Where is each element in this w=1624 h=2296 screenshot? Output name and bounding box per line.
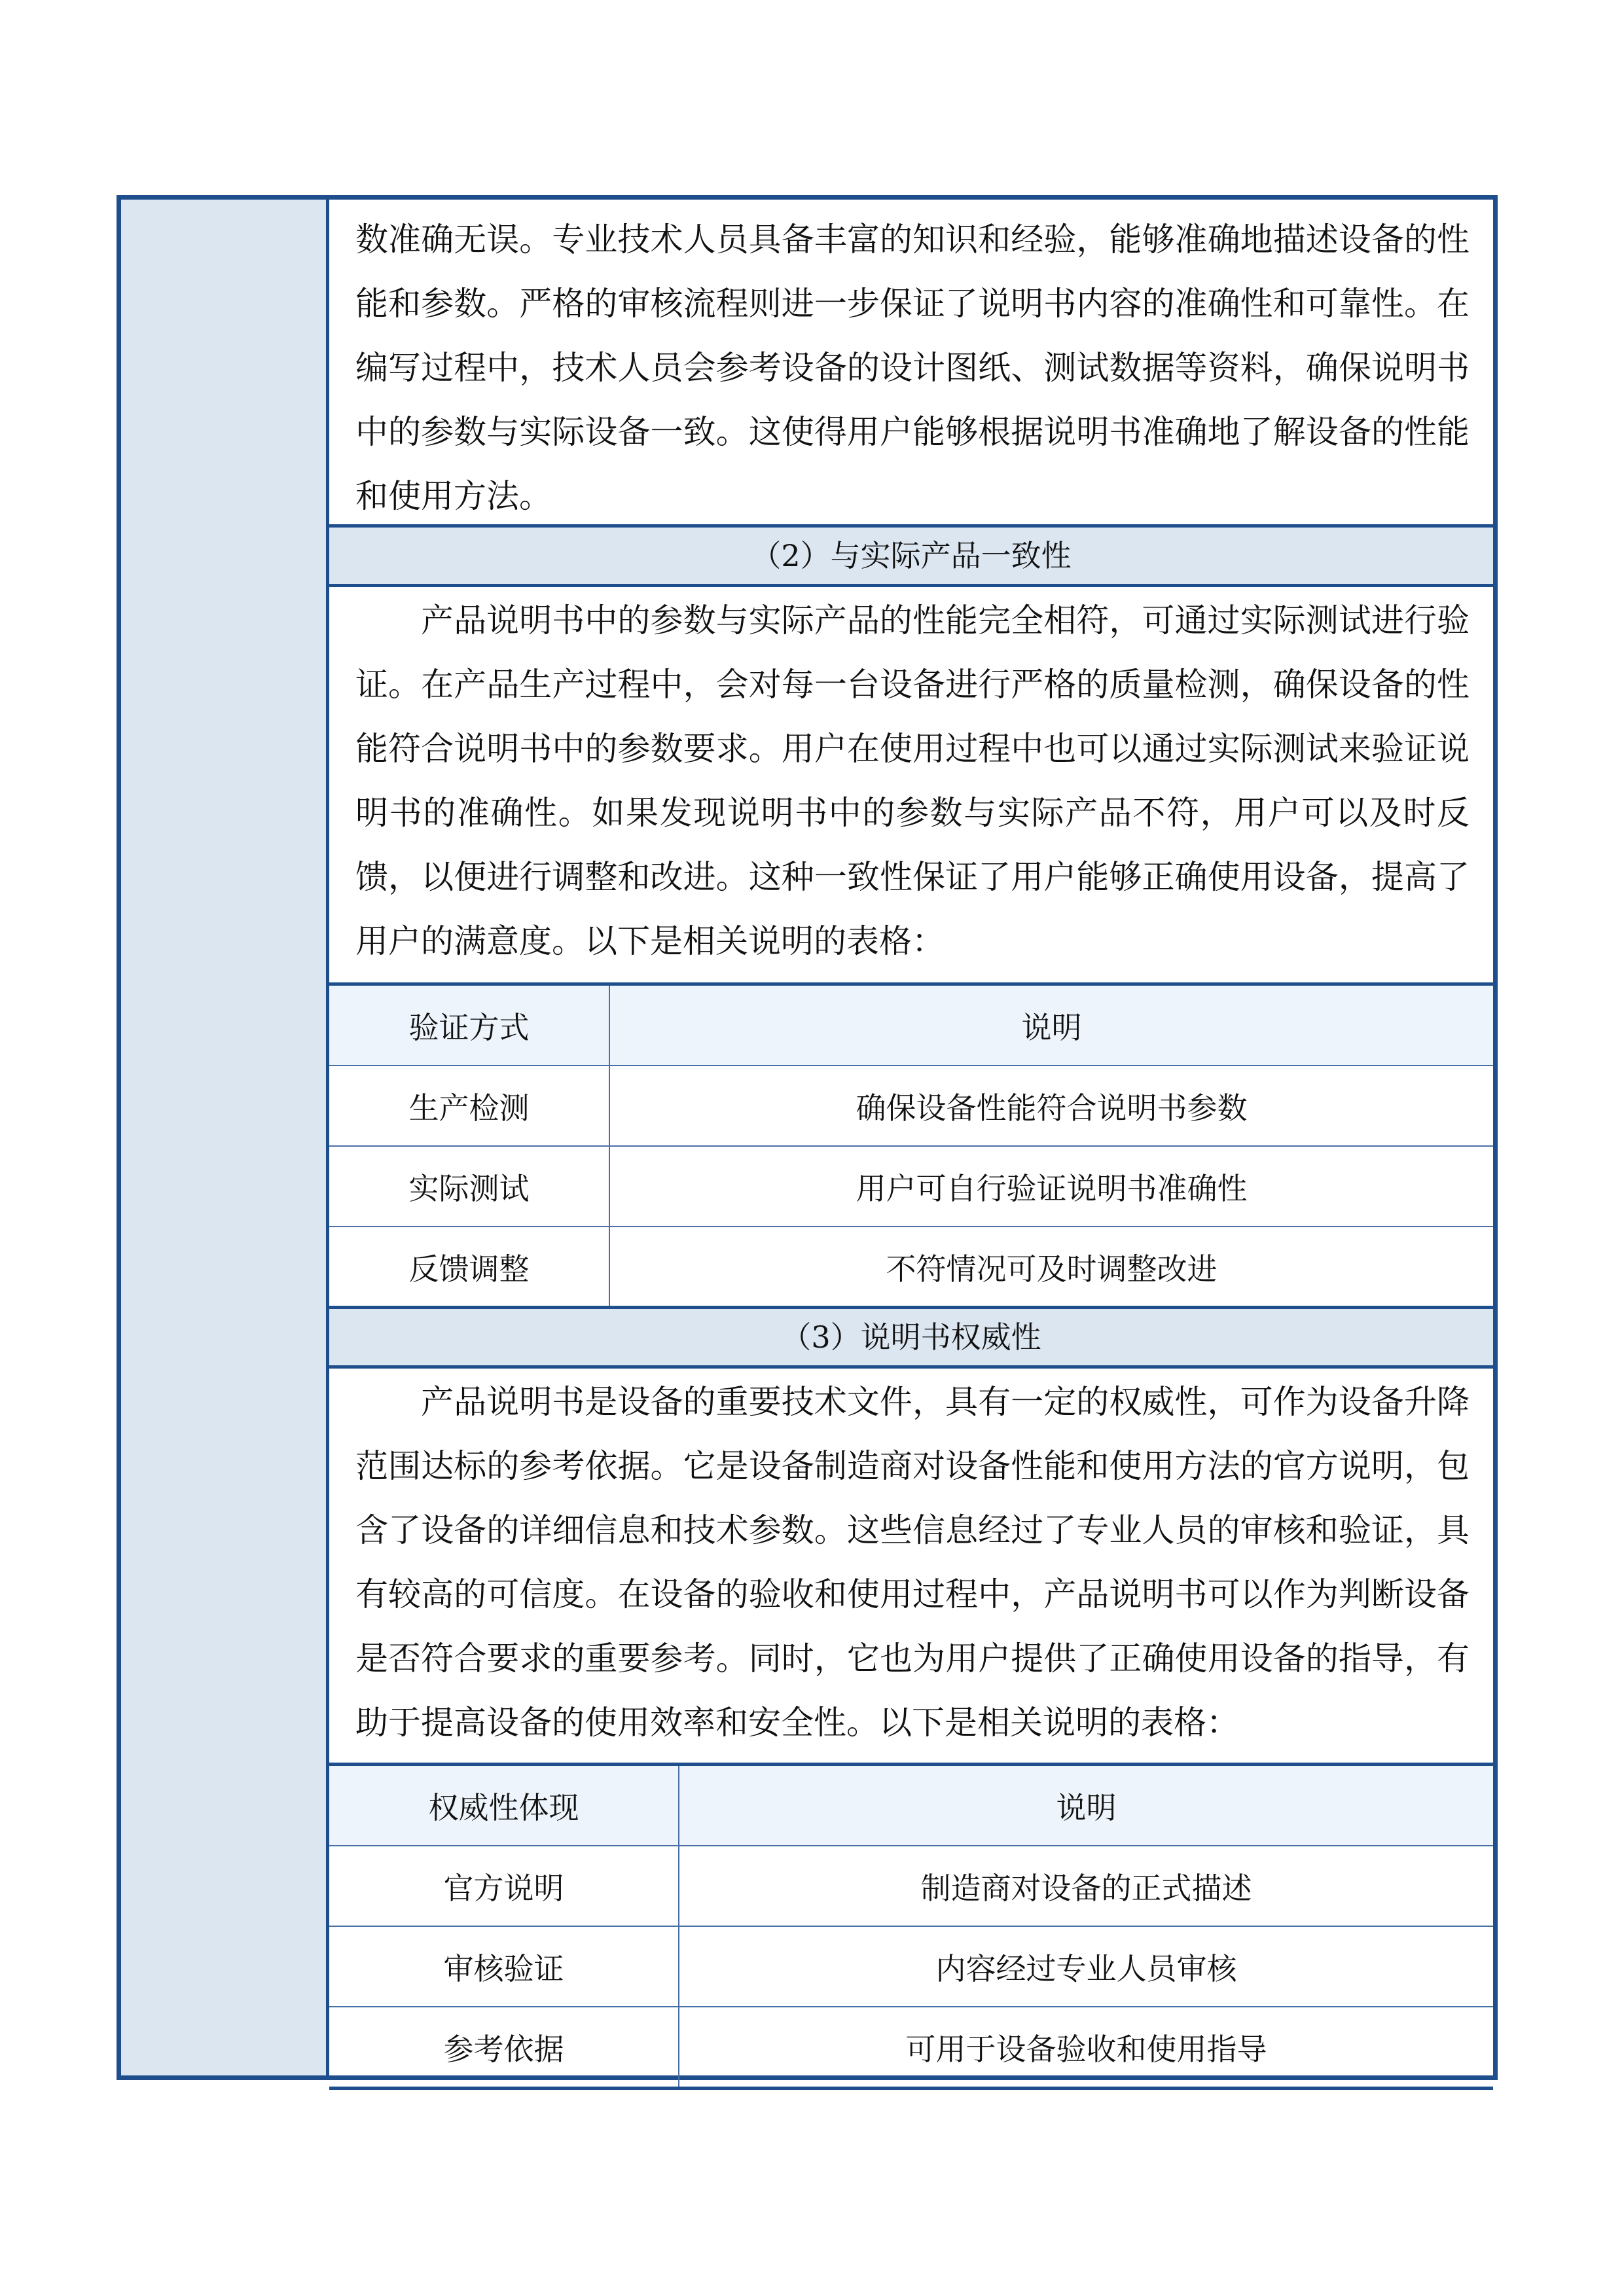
table-header-row <box>329 1765 1493 1846</box>
table-row <box>329 1227 1493 1308</box>
table-row <box>329 1846 1493 1926</box>
table-row <box>329 1146 1493 1227</box>
column-header-aspect: 权威性体现 <box>329 1765 679 1846</box>
consistency-paragraph: 产品说明书中的参数与实际产品的性能完全相符，可通过实际测试进行验证。在产品生产过程中，会对每一台设备进行严格的质量检测，确保设备的性能符合说明书中的参数要求。用户在使用过程中也可以通过实际测试来验证说明书的准确性。如果发现说明书中的参数与实际产品不符，用户可以及时反馈，以便进行调整和改进。这种一致性保证了用户能够正确使用设备，提高了用户的满意度。以下是相关说明的表格： <box>355 601 1470 960</box>
column-header-description: 说明 <box>609 984 1493 1066</box>
table-cell-description: 确保设备性能符合说明书参数 <box>609 1066 1493 1146</box>
table-cell-aspect: 参考依据 <box>329 2007 679 2089</box>
table-cell-description: 内容经过专业人员审核 <box>679 1926 1493 2007</box>
table-cell-aspect: 官方说明 <box>329 1846 679 1926</box>
authority-paragraph: 产品说明书是设备的重要技术文件，具有一定的权威性，可作为设备升降范围达标的参考依据。它是设备制造商对设备性能和使用方法的官方说明，包含了设备的详细信息和技术参数。这些信息经过了专业人员的审核和验证，具有较高的可信度。在设备的验收和使用过程中，产品说明书可以作为判断设备是否符合要求的重要参考。同时，它也为用户提供了正确使用设备的指导，有助于提高设备的使用效率和安全性。以下是相关说明的表格： <box>355 1383 1470 1742</box>
table-header-row <box>329 984 1493 1066</box>
table-cell-method: 实际测试 <box>329 1146 609 1227</box>
table-cell-description: 可用于设备验收和使用指导 <box>679 2007 1493 2089</box>
column-header-description: 说明 <box>679 1765 1493 1846</box>
table-cell-method: 反馈调整 <box>329 1227 609 1308</box>
continuation-paragraph: 数准确无误。专业技术人员具备丰富的知识和经验，能够准确地描述设备的性能和参数。严格的审核流程则进一步保证了说明书内容的准确性和可靠性。在编写过程中，技术人员会参考设备的设计图纸、测试数据等资料，确保说明书中的参数与实际设备一致。这使得用户能够根据说明书准确地了解设备的性能和使用方法。 <box>355 221 1470 515</box>
section-heading-authority: （3）说明书权威性 <box>329 1306 1493 1369</box>
authority-table <box>329 1763 1493 2090</box>
section-heading-consistency: （2）与实际产品一致性 <box>329 524 1493 587</box>
table-cell-description: 用户可自行验证说明书准确性 <box>609 1146 1493 1227</box>
verification-table <box>329 982 1493 1310</box>
table-cell-aspect: 审核验证 <box>329 1926 679 2007</box>
left-label-column <box>121 200 329 2075</box>
table-cell-description: 制造商对设备的正式描述 <box>679 1846 1493 1926</box>
table-row <box>329 1926 1493 2007</box>
table-row <box>329 1066 1493 1146</box>
table-row <box>329 2007 1493 2089</box>
table-cell-description: 不符情况可及时调整改进 <box>609 1227 1493 1308</box>
content-column <box>329 200 1493 2075</box>
column-header-method: 验证方式 <box>329 984 609 1066</box>
table-cell-method: 生产检测 <box>329 1066 609 1146</box>
document-frame <box>117 195 1498 2080</box>
